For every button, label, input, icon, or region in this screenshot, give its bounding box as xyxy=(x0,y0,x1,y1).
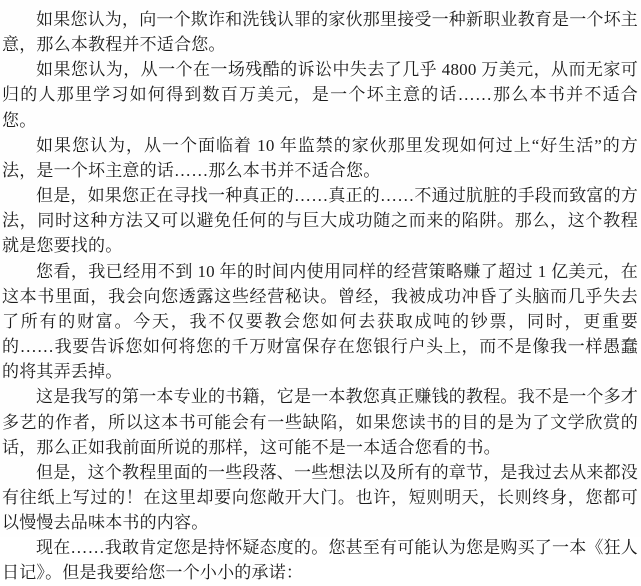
paragraph: 您看，我已经用不到 10 年的时间内使用同样的经营策略赚了超过 1 亿美元，在这本书里面，我会向您透露这些经营秘诀。曾经，我被成功冲昏了头脑而几乎失去了所有的财富。今天，我不仅要教会您如何去获取成吨的钞票，同时，更重要的……我要告诉您如何将您的千万财富保存在您银行户头上，而不是像我一样愚蠢的将其弄丢掉。 xyxy=(2,261,638,382)
paragraph: 但是，这个教程里面的一些段落、一些想法以及所有的章节，是我过去从来都没有往纸上写过的！在这里却要向您敞开大门。也许，短则明天，长则终身，您都可以慢慢去品味本书的内容。 xyxy=(2,462,638,533)
paragraph: 如果您认为，从一个在一场残酷的诉讼中失去了几乎 4800 万美元，从而无家可归的人那里学习如何得到数百万美元，是一个坏主意的话……那么本书并不适合您。 xyxy=(2,60,638,130)
paragraph: 如果您认为，从一个面临着 10 年监禁的家伙那里发现如何过上“好生活”的方法，是一个坏主意的话……那么本书并不适合您。 xyxy=(2,135,638,180)
paragraph: 现在……我敢肯定您是持怀疑态度的。您甚至有可能认为您是购买了一本《狂人日记》。但是我要给您一个小小的承诺： xyxy=(2,538,638,583)
paragraph: 如果您认为，向一个欺诈和洗钱认罪的家伙那里接受一种新职业教育是一个坏主意，那么本教程并不适合您。 xyxy=(2,10,638,55)
paragraph: 这是我写的第一本专业的书籍，它是一本教您真正赚钱的教程。我不是一个多才多艺的作者，所以这本书可能会有一些缺陷，如果您读书的目的是为了文学欣赏的话，那么正如我前面所说的那样，这可能不是一本适合您看的书。 xyxy=(2,387,638,457)
paragraph: 但是，如果您正在寻找一种真正的……真正的……不通过肮脏的手段而致富的方法，同时这种方法又可以避免任何的与巨大成功随之而来的陷阱。那么，这个教程就是您要找的。 xyxy=(2,186,638,256)
